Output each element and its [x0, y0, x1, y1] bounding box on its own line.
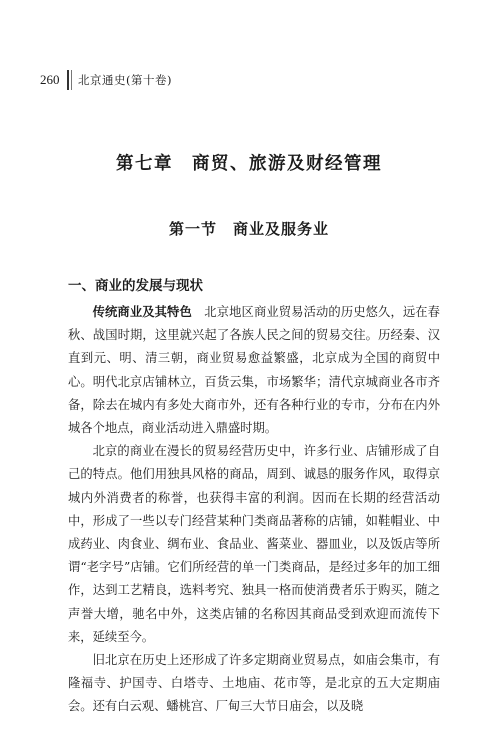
- paragraph-text: 旧北京在历史上还形成了许多定期商业贸易点，如庙会集市，有隆福寺、护国寺、白塔寺、土地庙、花市等，是北京的五大定期庙会。还有白云观、蟠桃宫、厂甸三大节日庙会，以及晓: [68, 653, 440, 714]
- page-number: 260: [40, 72, 60, 87]
- section-title: 第一节 商业及服务业: [168, 220, 329, 238]
- paragraph-lead: 传统商业及其特色: [92, 305, 192, 319]
- paragraph-text: 北京的商业在漫长的贸易经营历史中，许多行业、店铺形成了自己的特点。他们用独具风格的商品，周到、诚恳的服务作风，取得京城内外消费者的称誉，也获得丰富的利润。因而在长期的经营活动中，形成了一些以专门经营某种门类商品著称的店铺，如鞋帽业、中成药业、肉食业、绸布业、食品业、酱菜业、器皿业，以及饭店等所谓“老字号”店铺。它们所经营的单一门类商品，是经过多年的加工细作，达到工艺精良，选料考究、独具一格而使消费者乐于购买，随之声誉大增，驰名中外，这类店铺的名称因其商品受到欢迎而流传下来，延续至今。: [68, 444, 440, 644]
- paragraph: [68, 301, 440, 440]
- body-text: [68, 301, 440, 719]
- header-divider: [67, 70, 69, 90]
- running-title: 北京通史(第十卷): [78, 73, 172, 87]
- chapter-title: 第七章 商贸、旅游及财经管理: [116, 154, 382, 174]
- paragraph-text: 北京地区商业贸易活动的历史悠久，远在春秋、战国时期，这里就兴起了各族人民之间的贸易交往。历经秦、汉直到元、明、清三朝，商业贸易愈益繁盛，北京成为全国的商贸中心。明代北京店铺林立，百货云集，市场繁华；清代京城商业各市齐备，除去在城内有多处大商市外，还有各种行业的专市，分布在内外城各个地点，商业活动进入鼎盛时期。: [68, 305, 440, 436]
- paragraph: [68, 649, 440, 719]
- header-divider-thin: [71, 70, 72, 90]
- running-header: [40, 70, 460, 90]
- paragraph: [68, 440, 440, 649]
- subsection-heading: 一、商业的发展与现状: [68, 278, 203, 294]
